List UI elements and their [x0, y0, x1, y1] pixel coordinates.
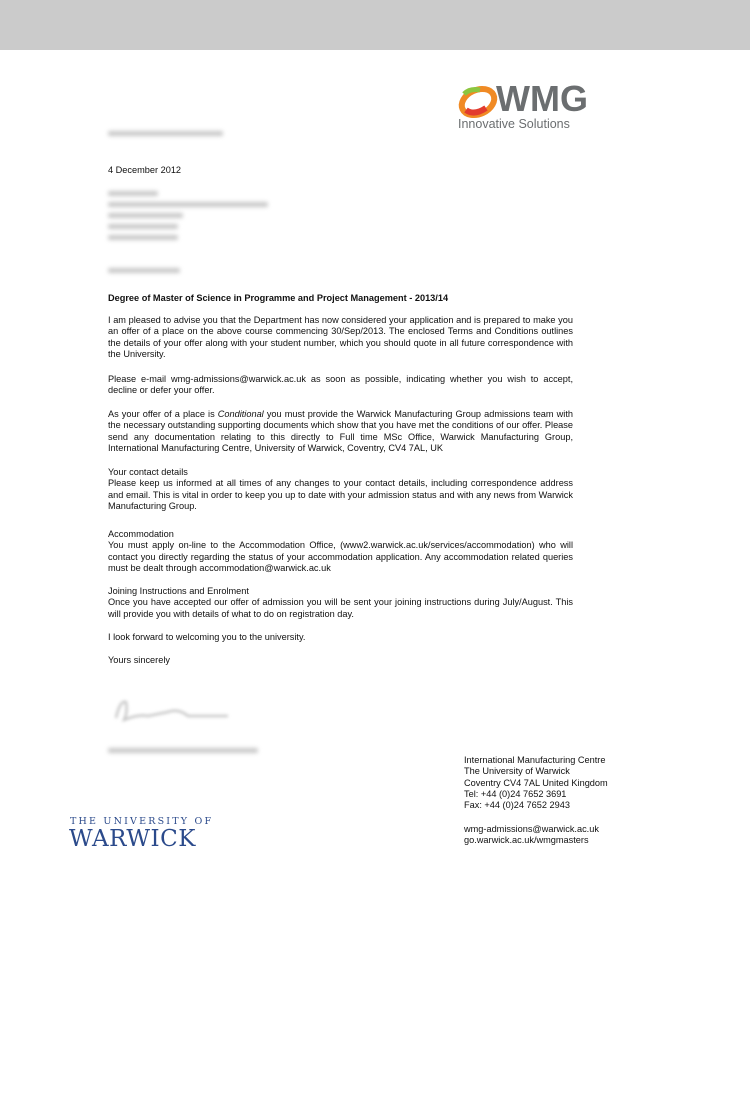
p3-conditional-emphasis: Conditional	[217, 409, 264, 419]
warwick-logo-top: THE UNIVERSITY OF	[70, 816, 214, 827]
wmg-tagline: Innovative Solutions	[458, 117, 570, 131]
contact-email: wmg-admissions@warwick.ac.uk	[464, 824, 599, 834]
contact-heading: Your contact details	[108, 467, 188, 477]
contact-web: go.warwick.ac.uk/wmgmasters	[464, 835, 589, 846]
p3-post: you must provide the Warwick Manufacturing Group admissions team with the necessary outstanding supporting documents which show that you have met the conditions of our offer. Please send any documentation relating to this directly to Full time MSc Office, Warwick Manufacturing Group, International Manufacturing Centre, University of Warwick, Coventry, CV4 7AL, UK	[108, 409, 573, 453]
letter-date: 4 December 2012	[108, 165, 182, 175]
redacted-address-line	[108, 213, 183, 218]
closing-welcome: I look forward to welcoming you to the university.	[108, 632, 306, 642]
accommodation-heading: Accommodation	[108, 529, 174, 539]
section-joining	[108, 586, 573, 620]
warwick-logo-name: WARWICK	[69, 826, 196, 852]
accommodation-body: You must apply on-line to the Accommodation Office, (www2.warwick.ac.uk/services/accommodation) who will contact you directly regarding the status of your accommodation application. Any accommodation related queries must be dealt through accommodation@warwick.ac.uk	[108, 540, 573, 573]
footer-address	[464, 755, 664, 811]
address-line: Coventry CV4 7AL United Kingdom	[464, 777, 608, 788]
address-line: Fax: +44 (0)24 7652 2943	[464, 800, 570, 811]
wmg-logo-text: WMG	[496, 78, 588, 119]
joining-body: Once you have accepted our offer of admission you will be sent your joining instructions during July/August. This will provide you with details of what to do on registration day.	[108, 597, 573, 619]
address-line: Tel: +44 (0)24 7652 3691	[464, 788, 567, 799]
redacted-name	[108, 191, 158, 196]
paragraph-email-response: Please e-mail wmg-admissions@warwick.ac.uk as soon as possible, indicating whether you wish to accept, decline or defer your offer.	[108, 374, 573, 396]
paragraph-offer: I am pleased to advise you that the Department has now considered your application and is prepared to make you an offer of a place on the above course commencing 30/Sep/2013. The enclosed Terms and Conditions outlines the details of your offer along with your student number, which you should quote in all future correspondence with the University.	[108, 315, 573, 359]
footer-contact	[464, 824, 664, 847]
section-accommodation	[108, 529, 573, 574]
closing-sincerely: Yours sincerely	[108, 655, 170, 665]
letter-subject: Degree of Master of Science in Programme and Project Management - 2013/14	[108, 293, 449, 303]
redacted-address-line	[108, 224, 178, 229]
redacted-signatory	[108, 748, 258, 753]
viewer-top-bar	[0, 0, 750, 50]
section-contact-details	[108, 467, 573, 512]
address-line: The University of Warwick	[464, 766, 570, 777]
contact-body: Please keep us informed at all times of any changes to your contact details, including correspondence address and email. This is vital in order to keep you up to date with your admission status and with any news from Warwick Manufacturing Group.	[108, 478, 573, 511]
redacted-address-line	[108, 235, 178, 240]
p3-pre: As your offer of a place is	[108, 409, 218, 419]
paragraph-conditional	[108, 409, 573, 454]
redacted-address-line	[108, 202, 268, 207]
address-line: International Manufacturing Centre	[464, 755, 606, 765]
joining-heading: Joining Instructions and Enrolment	[108, 586, 249, 596]
redacted-student-ref	[108, 131, 223, 136]
redacted-salutation	[108, 268, 180, 273]
signature-image	[108, 690, 238, 730]
